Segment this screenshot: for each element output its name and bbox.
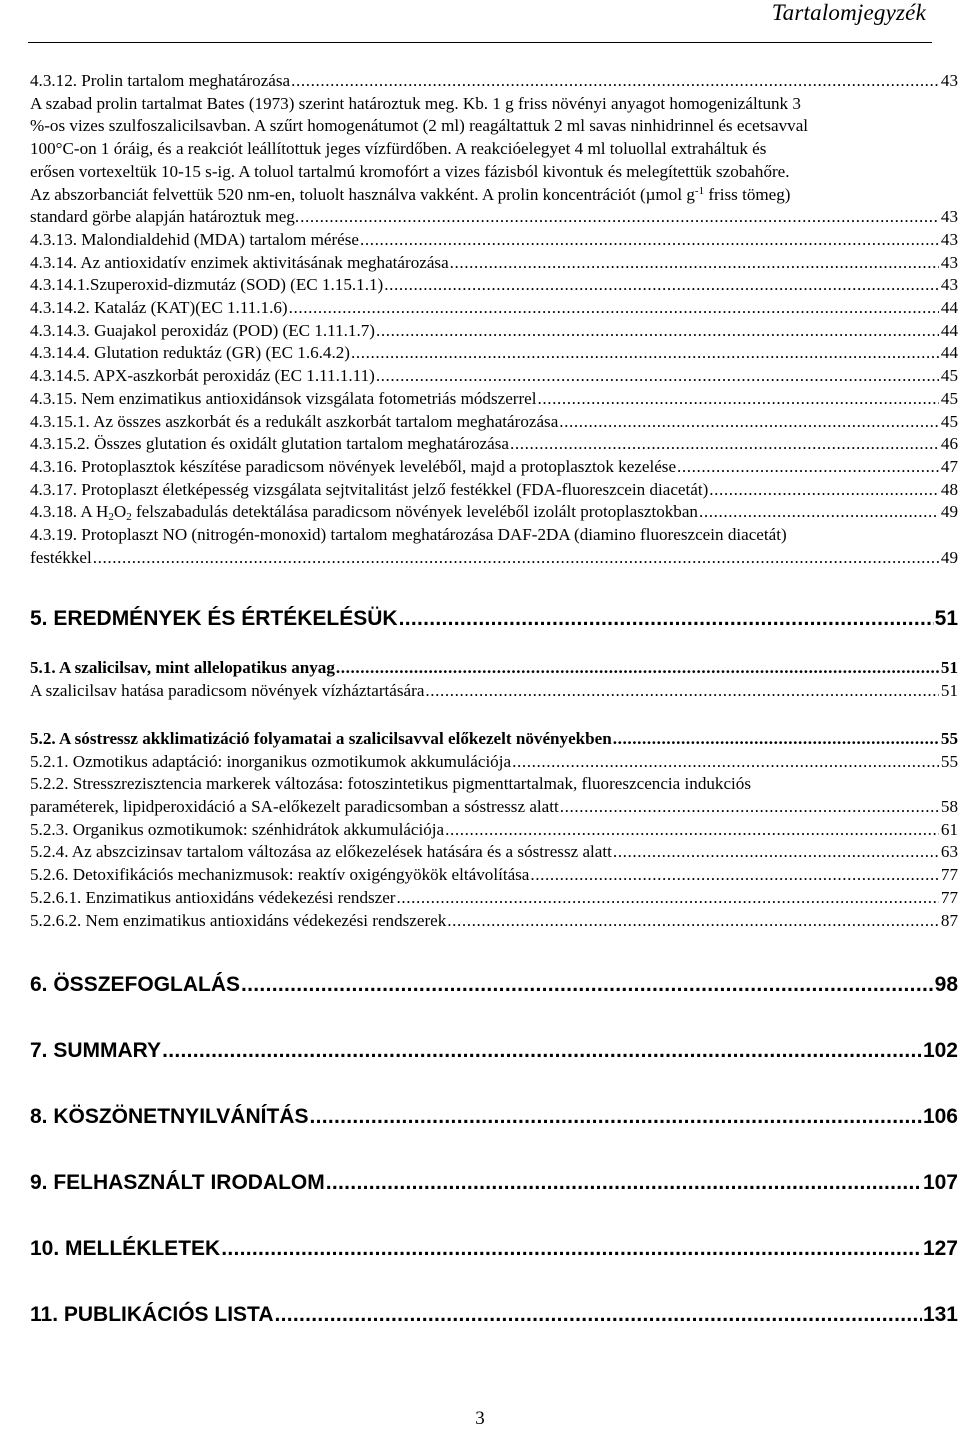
- dot-leader: [336, 657, 939, 680]
- toc-section[interactable]: [30, 657, 958, 680]
- subscript: 2: [108, 511, 114, 524]
- dot-leader: [291, 70, 939, 93]
- dot-leader: [221, 1236, 922, 1262]
- toc-entry-title: 5.2.3. Organikus ozmotikumok: szénhidrátok akkumulációja: [30, 819, 445, 839]
- toc-section[interactable]: [30, 728, 958, 751]
- toc-chapter-title: 6. ÖSSZEFOGLALÁS: [30, 973, 241, 997]
- spacer: [30, 932, 958, 972]
- toc-chapter-page: 127: [922, 1237, 958, 1261]
- title-part: O: [113, 502, 127, 522]
- toc-entry[interactable]: [30, 456, 958, 479]
- toc-section-page: 51: [940, 658, 958, 678]
- table-of-contents: [30, 70, 958, 1328]
- spacer: [30, 703, 958, 728]
- running-header: Tartalomjegyzék: [771, 0, 926, 25]
- toc-chapter-title: 8. KÖSZÖNETNYILVÁNÍTÁS: [30, 1105, 309, 1129]
- toc-entry-page: 44: [940, 320, 958, 340]
- dot-leader: [351, 342, 939, 365]
- toc-entry-page: 51: [940, 681, 958, 701]
- toc-entry-page: 49: [940, 547, 958, 567]
- dot-leader: [450, 252, 939, 275]
- dot-leader: [397, 887, 939, 910]
- toc-entry-page: 87: [940, 910, 958, 930]
- toc-chapter-page: 98: [934, 973, 958, 997]
- toc-chapter[interactable]: [30, 1104, 958, 1130]
- toc-entry-title: 4.3.15.2. Összes glutation és oxidált glutation tartalom meghatározása: [30, 434, 509, 454]
- toc-entry[interactable]: [30, 819, 958, 842]
- toc-entry[interactable]: [30, 547, 958, 570]
- toc-entry[interactable]: [30, 320, 958, 343]
- spacer: [30, 998, 958, 1038]
- toc-entry-title: 4.3.14.1.Szuperoxid-dizmutáz (SOD) (EC 1.15.1.1): [30, 275, 384, 295]
- dot-leader: [510, 433, 939, 456]
- toc-entry-first-line: 5.2.2. Stresszrezisztencia markerek változása: fotoszintetikus pigmenttartalmak, fluoreszcencia indukciós: [30, 774, 752, 794]
- toc-entry[interactable]: [30, 680, 958, 703]
- toc-entry[interactable]: [30, 206, 958, 229]
- title-part: felszabadulás detektálása paradicsom növények leveléből izolált protoplasztokban: [131, 502, 698, 522]
- toc-entry[interactable]: [30, 70, 958, 93]
- dot-leader: [699, 501, 939, 524]
- toc-entry-title: 4.3.15.1. Az összes aszkorbát és a redukált aszkorbát tartalom meghatározása: [30, 411, 559, 431]
- toc-chapter-page: 51: [934, 607, 958, 631]
- dot-leader: [445, 819, 939, 842]
- toc-section-title: 5.1. A szalicilsav, mint allelopatikus anyag: [30, 658, 335, 678]
- spacer: [30, 632, 958, 657]
- toc-entry[interactable]: [30, 864, 958, 887]
- toc-entry-title: 4.3.14.5. APX-aszkorbát peroxidáz (EC 1.11.1.11): [30, 366, 375, 386]
- toc-section-page: 55: [940, 728, 958, 748]
- page-number: 3: [475, 1408, 485, 1429]
- toc-chapter-title: 11. PUBLIKÁCIÓS LISTA: [30, 1303, 274, 1327]
- dot-leader: [376, 320, 939, 343]
- dot-leader: [559, 411, 939, 434]
- toc-entry[interactable]: [30, 342, 958, 365]
- dot-leader: [512, 751, 939, 774]
- spacer: [30, 1262, 958, 1302]
- paragraph-line: 100°C-on 1 óráig, és a reakciót leállítottuk jeges vízfürdőben. A reakcióelegyet 4 ml toluollal extraháltuk és: [30, 139, 767, 159]
- toc-entry[interactable]: [30, 388, 958, 411]
- toc-entry-title: 4.3.13. Malondialdehid (MDA) tartalom mérése: [30, 229, 359, 249]
- toc-entry[interactable]: [30, 910, 958, 933]
- toc-entry-page: 43: [940, 229, 958, 249]
- toc-chapter-page: 102: [922, 1039, 958, 1063]
- superscript: -1: [694, 184, 705, 197]
- dot-leader: [326, 1170, 922, 1196]
- dot-leader: [709, 479, 939, 502]
- toc-chapter-page: 106: [922, 1105, 958, 1129]
- toc-entry[interactable]: [30, 252, 958, 275]
- toc-chapter-title: 5. EREDMÉNYEK ÉS ÉRTÉKELÉSÜK: [30, 607, 398, 631]
- toc-entry[interactable]: [30, 411, 958, 434]
- toc-entry-page: 43: [940, 252, 958, 272]
- toc-entry-page: 44: [940, 298, 958, 318]
- toc-entry-page: 48: [940, 479, 958, 499]
- dot-leader: [613, 841, 939, 864]
- toc-entry-title: 4.3.12. Prolin tartalom meghatározása: [30, 71, 291, 90]
- toc-entry[interactable]: [30, 433, 958, 456]
- toc-entry-title: A szalicilsav hatása paradicsom növények vízháztartására: [30, 681, 425, 701]
- toc-entry-title: 4.3.14.2. Kataláz (KAT)(EC 1.11.1.6): [30, 298, 288, 318]
- dot-leader: [376, 365, 939, 388]
- toc-chapter[interactable]: [30, 1236, 958, 1262]
- toc-chapter-title: 10. MELLÉKLETEK: [30, 1237, 221, 1261]
- toc-entry-first-line: 4.3.19. Protoplaszt NO (nitrogén-monoxid) tartalom meghatározása DAF-2DA (diamino fluoreszcein diacetát): [30, 525, 787, 545]
- toc-entry-title: 5.2.6.1. Enzimatikus antioxidáns védekezési rendszer: [30, 887, 396, 907]
- dot-leader: [300, 206, 939, 229]
- header-rule: [28, 42, 932, 43]
- toc-entry-title: 5.2.6.2. Nem enzimatikus antioxidáns védekezési rendszerek: [30, 910, 447, 930]
- dot-leader: [93, 547, 939, 570]
- toc-entry-page: 58: [940, 796, 958, 816]
- toc-entry-page: 77: [940, 865, 958, 885]
- dot-leader: [162, 1038, 922, 1064]
- toc-entry-title: 4.3.14. Az antioxidatív enzimek aktivitásának meghatározása: [30, 252, 449, 272]
- toc-chapter-page: 107: [922, 1171, 958, 1195]
- toc-entry-page: 43: [940, 207, 958, 227]
- toc-entry[interactable]: [30, 751, 958, 774]
- toc-section-title: 5.2. A sóstressz akklimatizáció folyamatai a szalicilsavval előkezelt növényekben: [30, 728, 612, 748]
- toc-chapter-page: 131: [922, 1303, 958, 1327]
- dot-leader: [289, 297, 939, 320]
- toc-entry-page: 43: [940, 275, 958, 295]
- title-part: 4.3.18. A H: [30, 502, 109, 522]
- toc-chapter[interactable]: [30, 1302, 958, 1328]
- toc-entry-page: 45: [940, 411, 958, 431]
- dot-leader: [360, 229, 939, 252]
- dot-leader: [538, 388, 939, 411]
- toc-chapter[interactable]: [30, 1170, 958, 1196]
- toc-entry-title: 4.3.14.4. Glutation reduktáz (GR) (EC 1.6.4.2): [30, 343, 350, 363]
- toc-entry[interactable]: [30, 887, 958, 910]
- toc-entry-title: 5.2.4. Az abszcizinsav tartalom változása az előkezelések hatására és a sóstressz alatt: [30, 842, 612, 862]
- toc-entry-paragraph: [30, 93, 958, 207]
- toc-entry-title: 4.3.16. Protoplasztok készítése paradicsom növények leveléből, majd a protoplasztok kezelése: [30, 456, 677, 476]
- dot-leader: [274, 1302, 921, 1328]
- toc-entry-page: 49: [940, 502, 958, 522]
- toc-entry[interactable]: [30, 479, 958, 502]
- toc-entry-page: 77: [940, 887, 958, 907]
- dot-leader: [384, 274, 939, 297]
- dot-leader: [613, 728, 939, 751]
- paragraph-line: erősen vortexeltük 10-15 s-ig. A toluol tartalmú kromofórt a vizes fázisból kivontuk és melegítettük szobahőre.: [30, 161, 790, 181]
- toc-entry-title: 4.3.17. Protoplaszt életképesség vizsgálata sejtvitalitást jelző festékkel (FDA-fluoreszcein diacetát): [30, 479, 709, 499]
- spacer: [30, 569, 958, 606]
- toc-entry-page: 55: [940, 751, 958, 771]
- paragraph-text: friss tömeg): [704, 184, 791, 204]
- toc-entry-page: 43: [940, 71, 958, 90]
- dot-leader: [677, 456, 939, 479]
- paragraph-text: Az abszorbanciát felvettük 520 nm-en, toluolt használva vakként. A prolin koncentrációt (µmol g: [30, 184, 695, 204]
- dot-leader: [241, 972, 934, 998]
- toc-entry-page: 47: [940, 456, 958, 476]
- toc-chapter[interactable]: [30, 972, 958, 998]
- toc-chapter[interactable]: [30, 606, 958, 632]
- toc-entry[interactable]: [30, 274, 958, 297]
- paragraph-line: %-os vizes szulfoszalicilsavban. A szűrt homogenátumot (2 ml) reagáltattuk 2 ml savas ninhidrinnel és ecetsavval: [30, 116, 809, 136]
- toc-entry[interactable]: [30, 229, 958, 252]
- toc-entry[interactable]: [30, 501, 958, 524]
- subscript: 2: [126, 511, 132, 524]
- toc-entry-page: 44: [940, 343, 958, 363]
- toc-entry-page: 45: [940, 366, 958, 386]
- toc-entry[interactable]: [30, 796, 958, 819]
- toc-entry-page: 63: [940, 842, 958, 862]
- toc-entry-title: 5.2.1. Ozmotikus adaptáció: inorganikus ozmotikumok akkumulációja: [30, 751, 512, 771]
- toc-entry-title: 4.3.14.3. Guajakol peroxidáz (POD) (EC 1.11.1.7): [30, 320, 375, 340]
- toc-chapter-title: 7. SUMMARY: [30, 1039, 162, 1063]
- toc-entry[interactable]: [30, 365, 958, 388]
- dot-leader: [560, 796, 939, 819]
- toc-entry[interactable]: [30, 297, 958, 320]
- toc-chapter-title: 9. FELHASZNÁLT IRODALOM: [30, 1171, 325, 1195]
- toc-entry-page: 45: [940, 388, 958, 408]
- toc-entry-title: paraméterek, lipidperoxidáció a SA-előkezelt paradicsomban a sóstressz alatt: [30, 796, 559, 816]
- dot-leader: [530, 864, 939, 887]
- toc-entry-title: [30, 501, 698, 524]
- paragraph-line: A szabad prolin tartalmat Bates (1973) szerint határoztuk meg. Kb. 1 g friss növényi anyagot homogenizáltunk 3: [30, 93, 801, 113]
- spacer: [30, 1130, 958, 1170]
- spacer: [30, 1064, 958, 1104]
- toc-entry-page: 61: [940, 819, 958, 839]
- toc-chapter[interactable]: [30, 1038, 958, 1064]
- toc-entry[interactable]: [30, 841, 958, 864]
- dot-leader: [447, 910, 939, 933]
- dot-leader: [309, 1104, 921, 1130]
- dot-leader: [425, 680, 939, 703]
- paragraph-line: [30, 184, 958, 207]
- toc-entry-title: 5.2.6. Detoxifikációs mechanizmusok: reaktív oxigéngyökök eltávolítása: [30, 865, 530, 885]
- toc-entry-title: festékkel: [30, 547, 92, 567]
- toc-entry-title: standard görbe alapján határoztuk meg.: [30, 207, 300, 227]
- dot-leader: [399, 606, 934, 632]
- toc-entry-page: 46: [940, 434, 958, 454]
- toc-entry-title: 4.3.15. Nem enzimatikus antioxidánsok vizsgálata fotometriás módszerrel: [30, 388, 537, 408]
- spacer: [30, 1196, 958, 1236]
